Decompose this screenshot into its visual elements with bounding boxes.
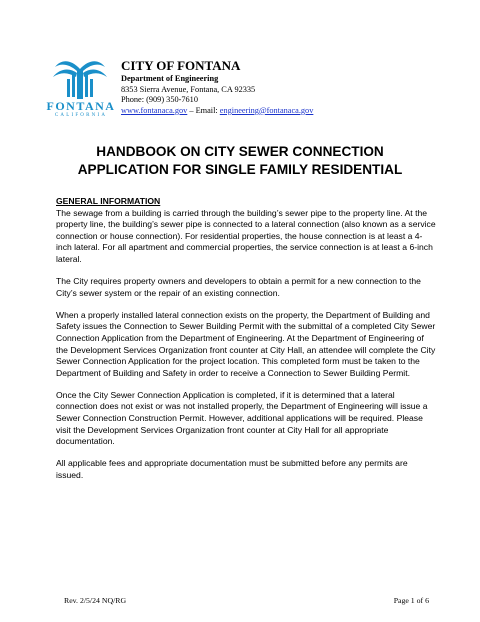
document-title bbox=[40, 143, 440, 179]
logo-subtitle: CALIFORNIA bbox=[54, 113, 108, 118]
title-line-1: HANDBOOK ON CITY SEWER CONNECTION bbox=[96, 144, 384, 159]
document-body bbox=[56, 196, 436, 492]
title-line-2: APPLICATION FOR SINGLE FAMILY RESIDENTIAL bbox=[77, 162, 403, 177]
letterhead bbox=[121, 58, 313, 116]
address: 8353 Sierra Avenue, Fontana, CA 92335 bbox=[121, 84, 256, 94]
department-name: Department of Engineering bbox=[121, 74, 219, 83]
paragraph-2: The City requires property owners and developers to obtain a permit for a new connection to the City’s sewer system or the repair of an existing connection. bbox=[56, 276, 421, 298]
email-prefix: – Email: bbox=[187, 105, 220, 115]
paragraph-4: Once the City Sewer Connection Application is completed, if it is determined that a lateral connection does not exist or was not installed properly, the Department of Engineering will issue a Sewer Connection Construction Permit. However, additional applications will be required. Please visit the Development Services Organization front counter at City Hall for all appropriate documentation. bbox=[56, 389, 428, 447]
page-number: Page 1 of 6 bbox=[393, 596, 429, 605]
website-link[interactable]: www.fontanaca.gov bbox=[121, 105, 188, 115]
email-link[interactable]: engineering@fontanaca.gov bbox=[219, 105, 314, 115]
paragraph-1: The sewage from a building is carried through the building’s sewer pipe to the property line. At the property line, the building’s sewer pipe is connected to a lateral connection (also known as a service connection or house connection). For residential properties, the house connection is at least a 4-inch lateral. For all apartment and commercial properties, the service connection is at least a 6-inch lateral. bbox=[56, 207, 436, 264]
contact-line bbox=[121, 106, 313, 117]
city-name: CITY OF FONTANA bbox=[121, 58, 241, 73]
logo-wordmark: FONTANA bbox=[46, 99, 116, 113]
paragraph-3: When a properly installed lateral connection exists on the property, the Department of Building and Safety issues the Connection to Sewer Building Permit with the submittal of a completed City Sewer Connection Application from the Department of Engineering. At the Department of Engineering of the Development Services Organization front counter at City Hall, an attendee will complete the City Sewer Connection Application for the project location. This completed form must be taken to the Department of Building and Safety in order to receive a Connection to Sewer Building Permit. bbox=[56, 309, 436, 378]
section-heading: GENERAL INFORMATION bbox=[56, 196, 161, 206]
phone: Phone: (909) 350-7610 bbox=[121, 95, 198, 105]
revision-note: Rev. 2/5/24 NQ/RG bbox=[64, 596, 127, 605]
paragraph-5: All applicable fees and appropriate documentation must be submitted before any permits are issued. bbox=[56, 458, 408, 480]
